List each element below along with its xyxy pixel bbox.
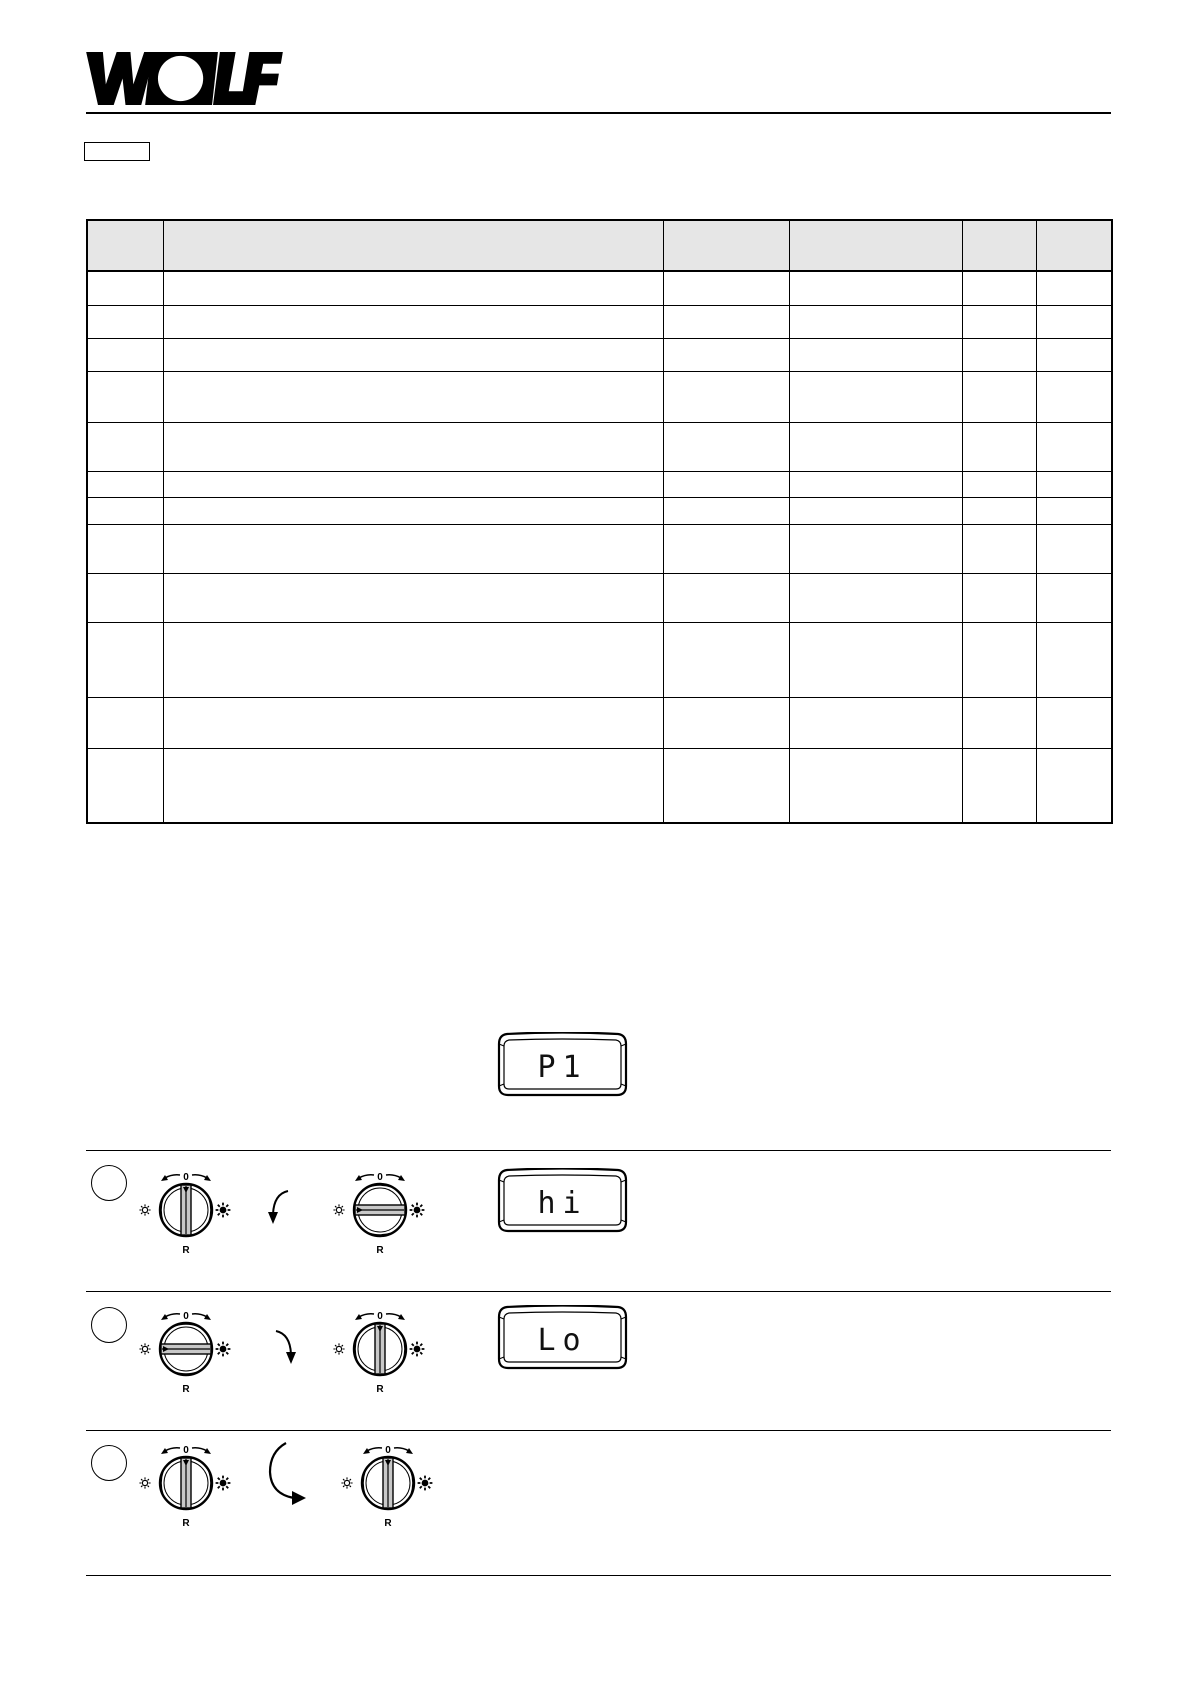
large-sun-icon bbox=[410, 1342, 425, 1357]
display-readout: P1 bbox=[537, 1050, 588, 1085]
table-cell bbox=[163, 622, 663, 697]
table-cell bbox=[87, 422, 163, 471]
knob-zero-label: 0 bbox=[183, 1311, 189, 1322]
table-body bbox=[87, 271, 1112, 823]
display-panel-initial bbox=[497, 1032, 628, 1097]
display-panel-step-1 bbox=[497, 1168, 628, 1233]
knob-after bbox=[330, 1299, 430, 1399]
table-cell bbox=[663, 305, 789, 338]
table-cell bbox=[1036, 622, 1112, 697]
table-cell bbox=[1036, 573, 1112, 622]
table-header-cell bbox=[962, 220, 1036, 271]
table-header-row bbox=[87, 220, 1112, 271]
knob-graphic bbox=[136, 1433, 236, 1533]
table-cell bbox=[663, 524, 789, 573]
table-cell bbox=[1036, 422, 1112, 471]
rotate-clockwise-icon bbox=[272, 1328, 298, 1368]
knob-before bbox=[136, 1299, 236, 1399]
display-readout: Lo bbox=[537, 1323, 588, 1358]
table-cell bbox=[1036, 371, 1112, 422]
table-cell bbox=[87, 622, 163, 697]
large-sun-icon bbox=[216, 1203, 231, 1218]
knob-reset-label: R bbox=[182, 1518, 190, 1529]
small-sun-icon bbox=[333, 1204, 344, 1215]
table-cell bbox=[163, 697, 663, 748]
table-cell bbox=[163, 371, 663, 422]
table-row bbox=[87, 371, 1112, 422]
table-row bbox=[87, 422, 1112, 471]
table-row bbox=[87, 497, 1112, 524]
table-cell bbox=[163, 422, 663, 471]
table-cell bbox=[163, 271, 663, 305]
table-cell bbox=[87, 497, 163, 524]
table-cell bbox=[87, 697, 163, 748]
table-cell bbox=[1036, 497, 1112, 524]
table-cell bbox=[962, 622, 1036, 697]
table-row bbox=[87, 305, 1112, 338]
table-cell bbox=[789, 748, 962, 823]
table-cell bbox=[1036, 697, 1112, 748]
table-cell bbox=[163, 471, 663, 497]
small-sun-icon bbox=[333, 1343, 344, 1354]
table-cell bbox=[163, 497, 663, 524]
rotate-counterclockwise-icon bbox=[266, 1188, 292, 1228]
table-cell bbox=[663, 271, 789, 305]
small-sun-icon bbox=[139, 1204, 150, 1215]
table-cell bbox=[962, 305, 1036, 338]
table-cell bbox=[789, 271, 962, 305]
table-cell bbox=[163, 305, 663, 338]
table-cell bbox=[962, 497, 1036, 524]
table-cell bbox=[163, 748, 663, 823]
table-cell bbox=[1036, 471, 1112, 497]
table-cell bbox=[1036, 748, 1112, 823]
section-divider bbox=[86, 1430, 1111, 1431]
knob-graphic bbox=[136, 1299, 236, 1399]
knob-reset-label: R bbox=[376, 1384, 384, 1395]
small-sun-icon bbox=[139, 1477, 150, 1488]
table-cell bbox=[87, 573, 163, 622]
table-cell bbox=[87, 338, 163, 371]
table-header-cell bbox=[87, 220, 163, 271]
table-cell bbox=[663, 422, 789, 471]
table-header-cell bbox=[663, 220, 789, 271]
table-cell bbox=[962, 524, 1036, 573]
table-cell bbox=[789, 422, 962, 471]
table-cell bbox=[1036, 338, 1112, 371]
table-row bbox=[87, 471, 1112, 497]
wolf-logo bbox=[86, 49, 283, 108]
knob-reset-label: R bbox=[384, 1518, 392, 1529]
spec-table bbox=[86, 219, 1113, 824]
knob-zero-label: 0 bbox=[385, 1445, 391, 1456]
table-cell bbox=[1036, 305, 1112, 338]
section-divider bbox=[86, 1150, 1111, 1151]
table-cell bbox=[663, 622, 789, 697]
knob-graphic bbox=[136, 1160, 236, 1260]
table-cell bbox=[789, 371, 962, 422]
table-header-cell bbox=[1036, 220, 1112, 271]
table-cell bbox=[663, 697, 789, 748]
section-label-box bbox=[84, 142, 150, 161]
knob-zero-label: 0 bbox=[183, 1172, 189, 1183]
knob-reset-label: R bbox=[376, 1245, 384, 1256]
large-sun-icon bbox=[216, 1476, 231, 1491]
table-cell bbox=[962, 338, 1036, 371]
knob-graphic bbox=[330, 1160, 430, 1260]
small-sun-icon bbox=[341, 1477, 352, 1488]
table-cell bbox=[789, 622, 962, 697]
knob-after bbox=[330, 1160, 430, 1260]
table-cell bbox=[663, 748, 789, 823]
table-cell bbox=[87, 748, 163, 823]
header-rule bbox=[86, 112, 1111, 114]
table-row bbox=[87, 338, 1112, 371]
table-cell bbox=[962, 271, 1036, 305]
table-row bbox=[87, 271, 1112, 305]
table-cell bbox=[163, 573, 663, 622]
display-panel-step-2 bbox=[497, 1305, 628, 1370]
knob-graphic bbox=[330, 1299, 430, 1399]
table-cell bbox=[663, 371, 789, 422]
table-cell bbox=[663, 471, 789, 497]
table-cell bbox=[962, 573, 1036, 622]
table-cell bbox=[663, 497, 789, 524]
table-cell bbox=[163, 338, 663, 371]
table-cell bbox=[962, 371, 1036, 422]
table-cell bbox=[87, 305, 163, 338]
table-cell bbox=[962, 422, 1036, 471]
table-cell bbox=[1036, 271, 1112, 305]
table-cell bbox=[163, 524, 663, 573]
table-cell bbox=[87, 524, 163, 573]
section-divider bbox=[86, 1291, 1111, 1292]
table-row bbox=[87, 697, 1112, 748]
table-cell bbox=[1036, 524, 1112, 573]
table-header-cell bbox=[163, 220, 663, 271]
knob-before bbox=[136, 1433, 236, 1533]
display-readout: hi bbox=[537, 1186, 588, 1221]
step-number-circle bbox=[91, 1307, 127, 1343]
knob-zero-label: 0 bbox=[377, 1311, 383, 1322]
knob-reset-label: R bbox=[182, 1384, 190, 1395]
table-cell bbox=[789, 471, 962, 497]
table-row bbox=[87, 622, 1112, 697]
table-row bbox=[87, 573, 1112, 622]
large-sun-icon bbox=[410, 1203, 425, 1218]
table-row bbox=[87, 524, 1112, 573]
table-cell bbox=[962, 697, 1036, 748]
table-cell bbox=[87, 271, 163, 305]
table-header bbox=[87, 220, 1112, 271]
step-number-circle bbox=[91, 1445, 127, 1481]
footer-rule bbox=[86, 1575, 1111, 1576]
table-cell bbox=[663, 573, 789, 622]
knob-graphic bbox=[338, 1433, 438, 1533]
knob-zero-label: 0 bbox=[183, 1445, 189, 1456]
table-cell bbox=[962, 471, 1036, 497]
table-cell bbox=[87, 371, 163, 422]
table-cell bbox=[789, 338, 962, 371]
table-cell bbox=[789, 697, 962, 748]
large-sun-icon bbox=[216, 1342, 231, 1357]
knob-reset-label: R bbox=[182, 1245, 190, 1256]
table-header-cell bbox=[789, 220, 962, 271]
large-sun-icon bbox=[418, 1476, 433, 1491]
rotate-counterclockwise-icon bbox=[266, 1440, 310, 1506]
table-cell bbox=[962, 748, 1036, 823]
knob-before bbox=[136, 1160, 236, 1260]
table-cell bbox=[87, 471, 163, 497]
step-number-circle bbox=[91, 1165, 127, 1201]
table-cell bbox=[789, 573, 962, 622]
small-sun-icon bbox=[139, 1343, 150, 1354]
table-cell bbox=[789, 305, 962, 338]
table-cell bbox=[789, 497, 962, 524]
table-cell bbox=[789, 524, 962, 573]
knob-after bbox=[338, 1433, 438, 1533]
knob-zero-label: 0 bbox=[377, 1172, 383, 1183]
table-cell bbox=[663, 338, 789, 371]
table-row bbox=[87, 748, 1112, 823]
